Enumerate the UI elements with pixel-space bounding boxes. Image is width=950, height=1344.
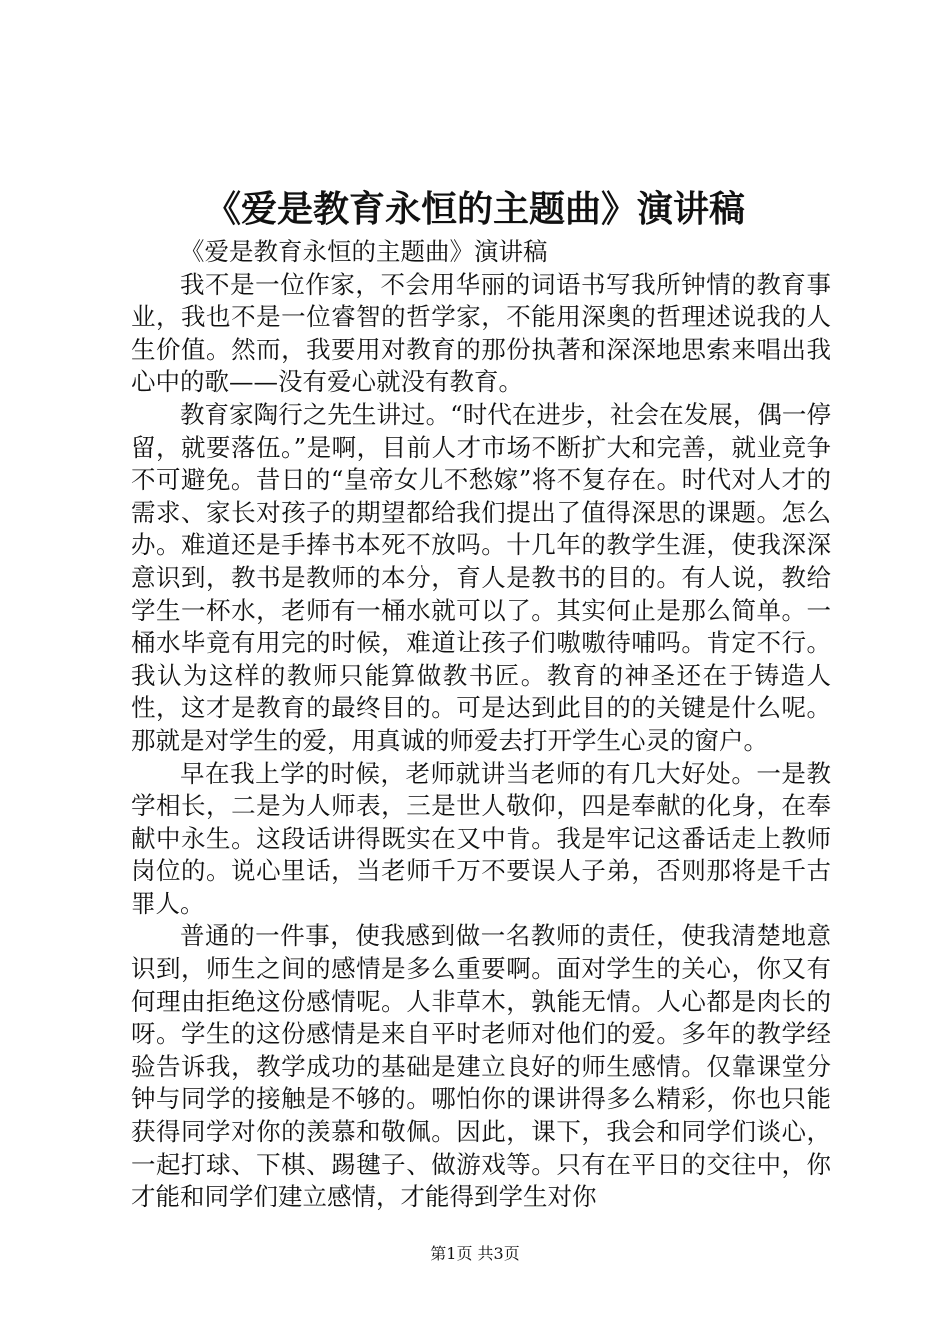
- body-paragraph: 《爱是教育永恒的主题曲》演讲稿: [180, 237, 548, 266]
- body-paragraph: 普通的一件事，使我感到做一名教师的责任，使我清楚地意识到，师生之间的感情是多么重要啊。面对学生的关心，你又有何理由拒绝这份感情呢。人非草木，孰能无情。人心都是肉长的呀。学生的这份感情是来自平时老师对他们的爱。多年的教学经验告诉我，教学成功的基础是建立良好的师生感情。仅靠课堂分钟与同学的接触是不够的。哪怕你的课讲得多么精彩，你也只能获得同学对你的羡慕和敬佩。因此，课下，我会和同学们谈心，一起打球、下棋、踢毽子、做游戏等。只有在平日的交往中，你才能和同学们建立感情，才能得到学生对你: [131, 921, 831, 1212]
- document-title: 《爱是教育永恒的主题曲》演讲稿: [204, 188, 745, 230]
- page-footer: 第1页 共3页: [430, 1244, 520, 1263]
- body-paragraph: 早在我上学的时候，老师就讲当老师的有几大好处。一是教学相长，二是为人师表，三是世人敬仰，四是奉献的化身，在奉献中永生。这段话讲得既实在又中肯。我是牢记这番话走上教师岗位的。说心里话，当老师千万不要误人子弟，否则那将是千古罪人。: [131, 758, 831, 918]
- body-paragraph: 教育家陶行之先生讲过。“时代在进步，社会在发展，偶一停留，就要落伍。”是啊，目前人才市场不断扩大和完善，就业竞争不可避免。昔日的“皇帝女儿不愁嫁”将不复存在。时代对人才的需求、家长对孩子的期望都给我们提出了值得深思的课题。怎么办。难道还是手捧书本死不放吗。十几年的教学生涯，使我深深意识到，教书是教师的本分，育人是教书的目的。有人说，教给学生一杯水，老师有一桶水就可以了。其实何止是那么简单。一桶水毕竟有用完的时候，难道让孩子们嗷嗷待哺吗。肯定不行。我认为这样的教师只能算做教书匠。教育的神圣还在于铸造人性，这才是教育的最终目的。可是达到此目的的关键是什么呢。那就是对学生的爱，用真诚的师爱去打开学生心灵的窗户。: [131, 399, 831, 755]
- document-body: [131, 236, 831, 1214]
- body-paragraph: 我不是一位作家，不会用华丽的词语书写我所钟情的教育事业，我也不是一位睿智的哲学家，不能用深奥的哲理述说我的人生价值。然而，我要用对教育的那份执著和深深地思索来唱出我心中的歌——没有爱心就没有教育。: [131, 269, 831, 397]
